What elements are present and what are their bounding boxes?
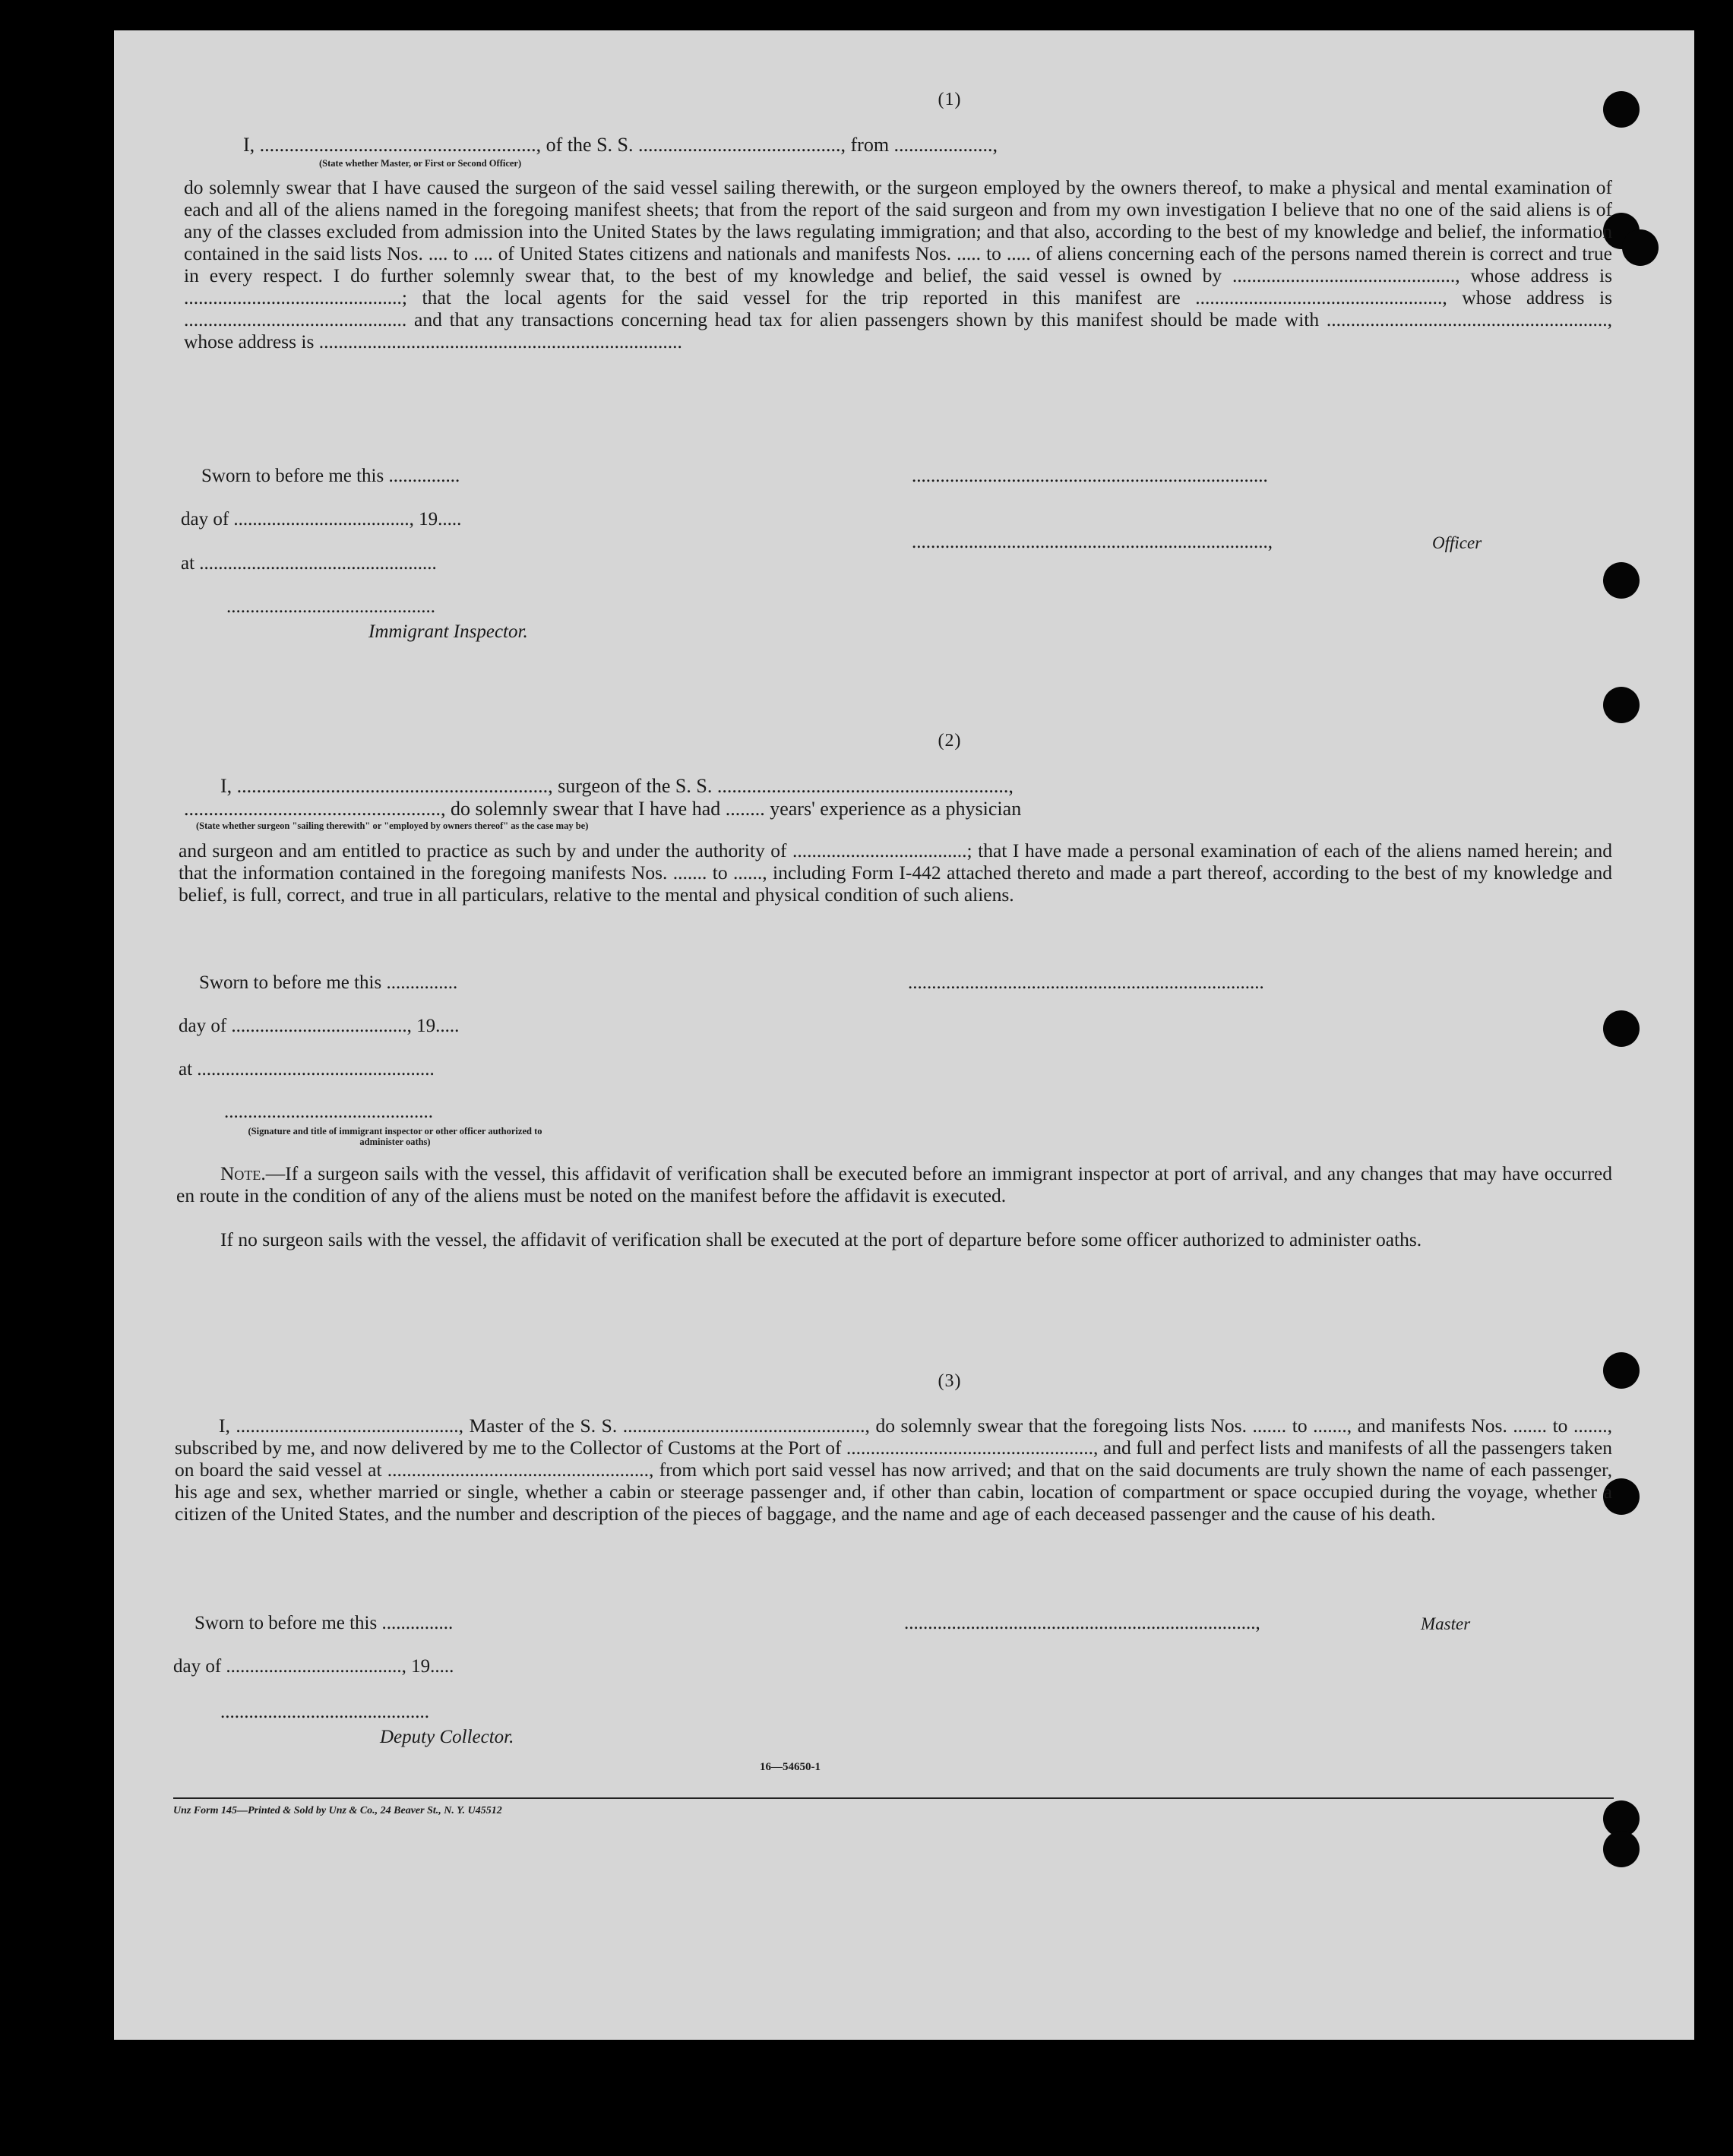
note-text: —If a surgeon sails with the vessel, this affidavit of verification shall be executed before an immigrant inspector at port of arrival, and any changes that may have occurred en route in the condition of any of the aliens must be noted on the manifest before the affidavit is executed.: [176, 1162, 1612, 1206]
section-2-sworn-line: Sworn to before me this ...............: [199, 972, 458, 993]
section-2-heading: (2): [938, 731, 962, 751]
binder-hole: [1622, 229, 1659, 266]
section-2-experience-line: ...................................................., do solemnly swear that I have had ........ years' experience as a physician: [184, 798, 1022, 820]
section-3-master-signature-line: ..........................................................................,: [904, 1613, 1260, 1633]
section-1-inspector-signature-line: ............................................: [226, 596, 435, 617]
section-2-at-line: at ..................................................: [179, 1059, 435, 1080]
section-3-heading: (3): [938, 1371, 962, 1391]
section-2-note-second: If no surgeon sails with the vessel, the affidavit of verification shall be executed at the port of departure before some officer authorized to administer oaths.: [220, 1228, 1422, 1250]
section-3-collector-signature-line: ............................................: [220, 1702, 429, 1722]
binder-hole: [1603, 1831, 1640, 1867]
section-1-oath-text: do solemnly swear that I have caused the surgeon of the said vessel sailing therewith, or the surgeon employed by the owners thereof, to make a physical and mental examination of each and all of the aliens named in the foregoing manifest sheets; that from the report of the said surgeon and from my own investigation I believe that no one of the said aliens is of any of the classes excluded from admission into the United States by the laws regulating immigration; and that also, according to the best of my knowledge and belief, the information contained in the said lists Nos. .... to .... of United States citizens and nationals and manifests Nos. ..... to ..... of aliens concerning each of the persons named therein is correct and true in every respect. I do further solemnly swear that, to the best of my knowledge and belief, the said vessel is owned by .............................................., whose address is .............................................; that the local agents for the said vessel for the trip reported in this manifest are ..................................................., whose address is .............................................. and that any transactions concerning head tax for alien passengers shown by this manifest should be made with .........................................................., whose address is ...........................................................................: [184, 176, 1612, 352]
section-2-opening-line: I, ..............................................................., surgeon of the S. S. ...........................................................,: [220, 775, 1014, 797]
footer-rule: [173, 1797, 1614, 1799]
section-1-subcaption: (State whether Master, or First or Second Officer): [319, 158, 522, 169]
section-2-day-line: day of ....................................., 19.....: [179, 1016, 460, 1036]
note-label: Note.: [220, 1162, 266, 1184]
section-1-signature-line: ...........................................................................: [912, 466, 1268, 486]
section-3-sworn-line: Sworn to before me this ...............: [194, 1613, 454, 1633]
section-3-day-line: day of ....................................., 19.....: [173, 1656, 454, 1677]
section-2-oath-text: and surgeon and am entitled to practice as such by and under the authority of ....................................; that I have made a personal examination of each of the aliens named herein; and that the information contained in the foregoing manifests Nos. ....... to ......, including Form I-442 attached thereto and made a part thereof, according to the best of my knowledge and belief, is full, correct, and true in all particulars, relative to the mental and physical condition of such aliens.: [179, 839, 1612, 906]
binder-hole: [1603, 562, 1640, 599]
section-1-day-line: day of ....................................., 19.....: [181, 509, 462, 530]
section-1-opening-line: I, ........................................................, of the S. S. ........................................., from ....................,: [243, 134, 998, 156]
section-2-inspector-signature-line: ............................................: [224, 1102, 433, 1122]
section-1-officer-signature-line: ...........................................................................,: [912, 532, 1273, 552]
binder-hole: [1603, 1010, 1640, 1047]
section-1-heading: (1): [938, 90, 962, 109]
section-3-collector-label: Deputy Collector.: [380, 1727, 514, 1747]
section-1-at-line: at ..................................................: [181, 553, 437, 574]
section-2-caption: (Signature and title of immigrant inspector or other officer authorized to administer oaths): [248, 1126, 542, 1147]
section-1-inspector-label: Immigrant Inspector.: [368, 621, 528, 642]
form-number: 16—54650-1: [760, 1761, 821, 1773]
binder-hole: [1603, 687, 1640, 723]
form-sheet: [114, 30, 1694, 2040]
section-3-master-label: Master: [1421, 1614, 1471, 1633]
section-2-note: [176, 1162, 1612, 1206]
section-1-officer-label: Officer: [1432, 533, 1482, 552]
printer-imprint: Unz Form 145—Printed & Sold by Unz & Co., 24 Beaver St., N. Y. U45512: [173, 1805, 502, 1816]
section-2-signature-line: ...........................................................................: [908, 972, 1264, 993]
section-3-oath-text: I, .............................................., Master of the S. S. .................................................., do solemnly swear that the foregoing lists Nos. ....... to ......., and manifests Nos. ....... to ......., subscribed by me, and now delivered by me to the Collector of Customs at the Port of ..................................................., and full and perfect lists and manifests of all the passengers taken on board the said vessel at ......................................................, from which port said vessel has now arrived; and that on the said documents are truly shown the name of each passenger, his age and sex, whether married or single, whether a cabin or steerage passenger and, if other than cabin, location of compartment or space occupied during the voyage, whether a citizen of the United States, and the number and description of the pieces of baggage, and the name and age of each deceased passenger and the cause of his death.: [175, 1415, 1612, 1525]
section-2-subcaption: (State whether surgeon "sailing therewith" or "employed by owners thereof" as the case may be): [196, 820, 589, 831]
section-1-sworn-line: Sworn to before me this ...............: [201, 466, 460, 486]
